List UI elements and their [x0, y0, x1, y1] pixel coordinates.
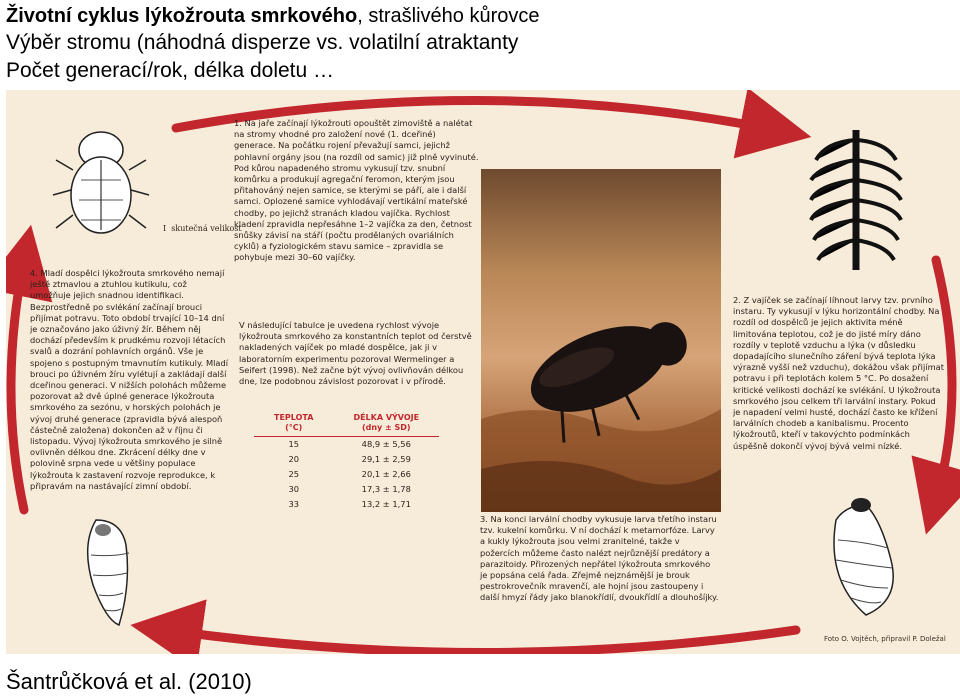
table-row: 20 29,1 ± 2,59: [288, 454, 411, 464]
text-block-2: [733, 295, 945, 452]
adult-beetle-drawing: [53, 132, 149, 233]
text-block-3: [480, 514, 720, 604]
arrow-bottom: [166, 630, 796, 653]
table-intro-text: V následující tabulce je uvedena rychlost vývoje lýkožrouta smrkového za konstantních teplot od čerstvě nakladených vajíček po mladé dospělce, jak ji v laboratorním experimentu pozoroval Wermelinger a Seifert (1998). Než začne být vývoj ovlivňován délkou dne, lze podobnou závislost pozorovat i v přírodě.: [239, 320, 472, 387]
arrow-left: [11, 260, 24, 510]
text-block-mid: [239, 320, 474, 387]
table-row: 30 17,3 ± 1,78: [288, 484, 411, 494]
title-line-3: Počet generací/rok, délka doletu …: [6, 59, 335, 82]
stage-3-text: 3. Na konci larvální chodby vykusuje larva třetího instaru tzv. kukelní komůrku. V ní dochází k metamorfóze. Larvy a kukly lýkožrouta jsou velmi zranitelné, takže v požercích můžeme často nalézt nejrůznější predátory a parazitoidy. Přirozených nepřátel lýkožrouta smrkového je popsána celá řada. Zřejmě nejznámější je brouk pestrokrovečník mravenčí, ale hojní jsou zastoupeny i další hmyzí řády jako blanokřídlí, dvoukřídlí a dlouhošíjky.: [480, 514, 719, 603]
beetle-photo: [481, 169, 721, 512]
stage-4-text: 4. Mladí dospělci lýkožrouta smrkového nemají ještě ztmavlou a ztuhlou kutikulu, což umožňuje jejich snadnou identifikaci. Bezprostředně po svlékání začínají brouci přijímat potravu. Toto období trvající 10–14 dní je označováno jako úživný žír. Během něj dochází především k prudkému rozvoji létacích svalů a dozrání pohlavních orgánů. Vše je spojeno s postupným tmavnutím kutikuly. Mladí brouci po úživném žíru vylétují a zakládají další dceřinou generaci. V nižších polohách můžeme pozorovat až dvě úplné generace lýkožrouta smrkového za sezónu, v horských polohách je vývoj druhé generace (zpravidla bývá alespoň částečně založena) dokončen až v říjnu či listopadu. Vývoj lýkožrouta smrkového je silně ovlivněn délkou dne. Zkrácení délky dne v polovině srpna vede u většiny populace lýkožrouta k zastavení rozvoje reprodukce, k připravám na nastávající zimní období.: [30, 268, 229, 491]
photo-credit: Foto O. Vojtěch, připravil P. Doležal: [824, 635, 946, 643]
title-bold: Životní cyklus lýkožrouta smrkového: [6, 5, 358, 27]
text-block-1: [234, 118, 479, 264]
pupa-drawing: [88, 520, 129, 625]
beetle-photo-drawing: [481, 169, 721, 512]
title-rest: , strašlivého kůrovce: [357, 5, 540, 27]
table-head-temp: TEPLOTA (°C): [254, 412, 333, 437]
citation: Šantrůčková et al. (2010): [6, 669, 252, 694]
lifecycle-poster: [6, 90, 960, 654]
table-row: 15 48,9 ± 5,56: [288, 439, 411, 449]
slide-title: [6, 2, 540, 82]
larva-drawing: [834, 498, 893, 615]
table-head-days: DÉLKA VÝVOJE (dny ± SD): [333, 412, 439, 437]
table-row: 25 20,1 ± 2,66: [288, 469, 411, 479]
text-block-4: [30, 268, 230, 492]
gallery-drawing: [811, 130, 901, 270]
development-table: [254, 412, 439, 512]
table-row: 33 13,2 ± 1,71: [288, 499, 411, 509]
size-scale-label: I skutečná velikost: [163, 224, 242, 233]
title-line-2: Výběr stromu (náhodná disperze vs. volatilní atraktanty: [6, 31, 519, 54]
stage-1-text: 1. Na jaře začínají lýkožrouti opouštět zimoviště a nalétat na stromy vhodné pro založení nové (1. dceřiné) generace. Na počátku rojení převažují samci, jejichž pohlavní orgány jsou (na rozdíl od samic) již plně vyvinuté. Pod kůrou napadeného stromu vykusují tzv. snubní komůrku a produkují agregační feromon, kterým jsou přitahováný nejen samice, se kterými se páří, ale i další samci. Oplozené samice vyhlodávají vertikální mateřské chodby, po jejichž stranách kladou vajíčka. Rychlost kladení zpravidla nepřesáhne 1–2 vajíčka za den, četnost snůšky závisí na stáří (počtu prodělaných ovariálních cyklů) a fyziologickém stavu samice – zpravidla se pohybuje mezi 30–60 vajíčky.: [234, 118, 479, 263]
size-label-text: skutečná velikost: [171, 224, 242, 233]
stage-2-text: 2. Z vajíček se začínají líhnout larvy tzv. prvního instaru. Ty vykusují v lýku horizontální chodby. Na rozdíl od dospělců je jejich aktivita méně limitována teplotou, což je do jisté míry dáno rozdíly v teplotě vzduchu a lýka (v důsledku dopadajícího slunečního záření bývá teplota lýka výrazně vyšší než vzduchu), dokážou však přijímat potravu i při teplotách kolem 5 °C. Po dosažení kritické velikosti dochází ke svlékání. U lýkožrouta smrkového jsou celkem tři larvální instary. Pokud je napadení velmi husté, dochází často ke křížení larválních chodeb a kanibalismu. Procento lýkožroutů, kteří v takovýchto podmínkách úspěšně dokončí vývoj bývá velmi nízké.: [733, 295, 944, 451]
